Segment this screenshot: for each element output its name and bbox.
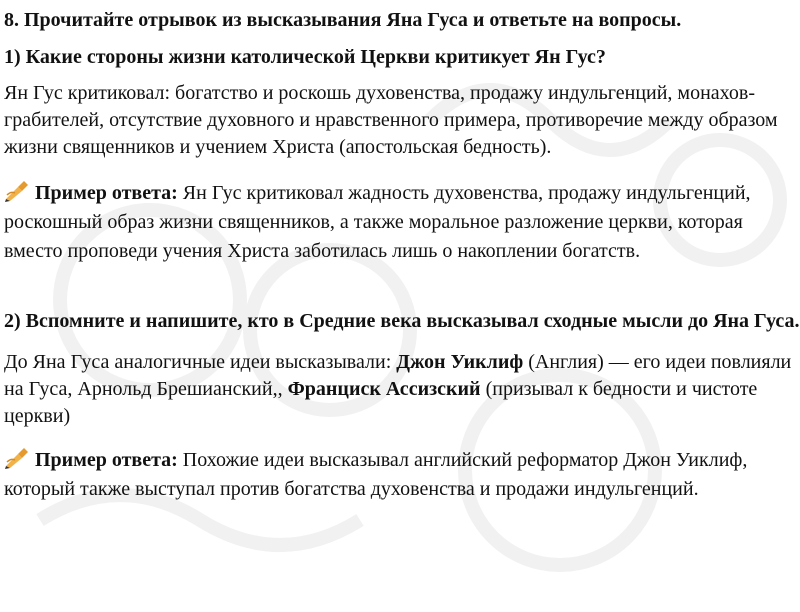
example-answer-1	[4, 179, 800, 266]
example-text-1: Ян Гус критиковал жадность духовенства, продажу индульгенций, роскошный образ жизни священников, а также моральное разложение церкви, которая вместо проповеди учения Христа заботилась лишь о накоплении богатств.	[4, 182, 751, 262]
question-2: 2) Вспомните и напишите, кто в Средние века высказывал сходные мысли до Яна Гуса.	[4, 310, 800, 332]
question-1: 1) Какие стороны жизни католической Церкви критикует Ян Гус?	[4, 46, 606, 68]
example-label-1: Пример ответа:	[35, 182, 178, 204]
example-answer-2	[4, 446, 800, 504]
answer-2-part-3: (призывал к бедности и чистоте церкви)	[4, 378, 758, 427]
writing-hand-icon	[4, 180, 30, 202]
answer-2-name-francis: Франциск Ассизский	[287, 378, 481, 400]
answer-2	[4, 349, 800, 430]
example-label-2: Пример ответа:	[35, 449, 178, 471]
answer-2-name-wycliffe: Джон Уиклиф	[396, 351, 524, 373]
task-heading: 8. Прочитайте отрывок из высказывания Яна Гуса и ответьте на вопросы.	[4, 9, 682, 31]
answer-2-part-2: (Англия) — его идеи повлияли на Гуса, Арнольд Брешианский,,	[4, 351, 792, 400]
writing-hand-icon	[4, 447, 30, 469]
example-text-2: Похожие идеи высказывал английский реформатор Джон Уиклиф, который также выступал против богатства духовенства и продажи индульгенций.	[4, 449, 748, 500]
answer-1: Ян Гус критиковал: богатство и роскошь духовенства, продажу индульгенций, монахов-грабителей, отсутствие духовного и нравственного примера, противоречие между образом жизни священников и учением Христа (апостольская бедность).	[4, 82, 778, 158]
answer-2-part-1: До Яна Гуса аналогичные идеи высказывали:	[4, 351, 397, 373]
